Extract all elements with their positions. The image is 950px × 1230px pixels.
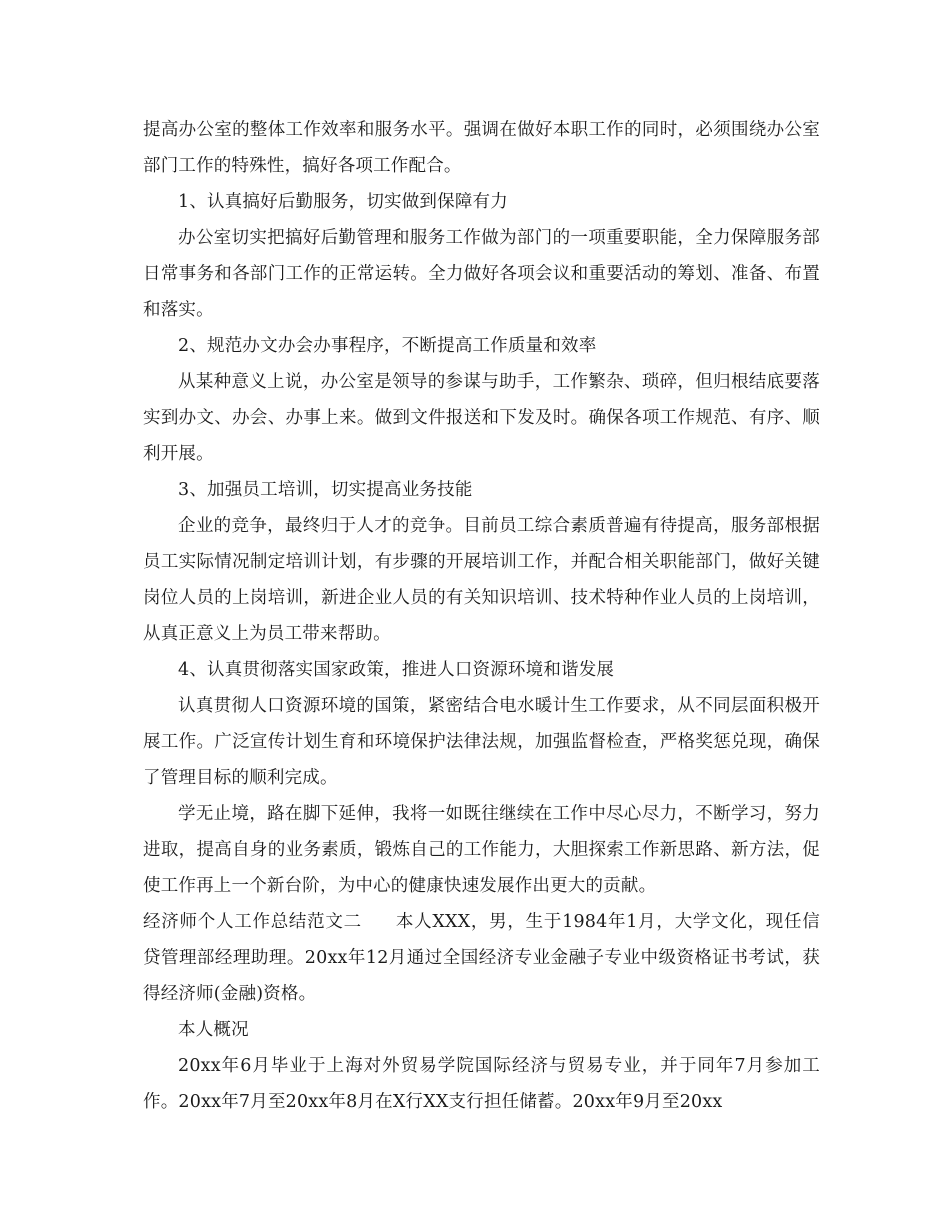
paragraph-national-policy: 认真贯彻人口资源环境的国策，紧密结合电水暖计生工作要求，从不同层面积极开展工作。广泛宣传计划生育和环境保护法律法规，加强监督检查，严格奖惩兑现，确保了管理目标的顺利完成。 <box>143 696 820 788</box>
paragraph-continuation: 提高办公室的整体工作效率和服务水平。强调在做好本职工作的同时，必须围绕办公室部门工作的特殊性，搞好各项工作配合。 <box>143 120 820 176</box>
section-two-subheading: 本人概况 <box>178 1020 249 1040</box>
section-two-intro-paragraph <box>143 904 820 1012</box>
paragraph-logistics-service: 办公室切实把搞好后勤管理和服务工作做为部门的一项重要职能，全力保障服务部日常事务和各部门工作的正常运转。全力做好各项会议和重要活动的筹划、准备、布置和落实。 <box>143 228 820 320</box>
paragraph-staff-training: 企业的竞争，最终归于人才的竞争。目前员工综合素质普遍有待提高，服务部根据员工实际情况制定培训计划，有步骤的开展培训工作，并配合相关职能部门，做好关键岗位人员的上岗培训，新进企业人员的有关知识培训、技术特种作业人员的上岗培训，从真正意义上为员工带来帮助。 <box>143 516 820 644</box>
paragraph-conclusion: 学无止境，路在脚下延伸，我将一如既往继续在工作中尽心尽力，不断学习，努力进取，提高自身的业务素质，锻炼自己的工作能力，大胆探索工作新思路、新方法，促使工作再上一个新台阶，为中心的健康快速发展作出更大的贡献。 <box>143 804 820 896</box>
heading-logistics-service: 1、认真搞好后勤服务，切实做到保障有力 <box>178 192 508 212</box>
section-two-intro: 本人XXX，男，生于1984年1月，大学文化，现任信贷管理部经理助理。20xx年12月通过全国经济专业金融子专业中级资格证书考试，获得经济师(金融)资格。 <box>143 912 820 1004</box>
section-two-body: 20xx年6月毕业于上海对外贸易学院国际经济与贸易专业，并于同年7月参加工作。20xx年7月至20xx年8月在X行XX支行担任储蓄。20xx年9月至20xx <box>143 1056 820 1112</box>
paragraph-office-procedures: 从某种意义上说，办公室是领导的参谋与助手，工作繁杂、琐碎，但归根结底要落实到办文、办会、办事上来。做到文件报送和下发及时。确保各项工作规范、有序、顺利开展。 <box>143 372 820 464</box>
heading-national-policy: 4、认真贯彻落实国家政策，推进人口资源环境和谐发展 <box>178 660 615 680</box>
heading-office-procedures: 2、规范办文办会办事程序，不断提高工作质量和效率 <box>178 336 597 356</box>
section-two-title: 经济师个人工作总结范文二 <box>143 912 362 932</box>
heading-staff-training: 3、加强员工培训，切实提高业务技能 <box>178 480 473 500</box>
